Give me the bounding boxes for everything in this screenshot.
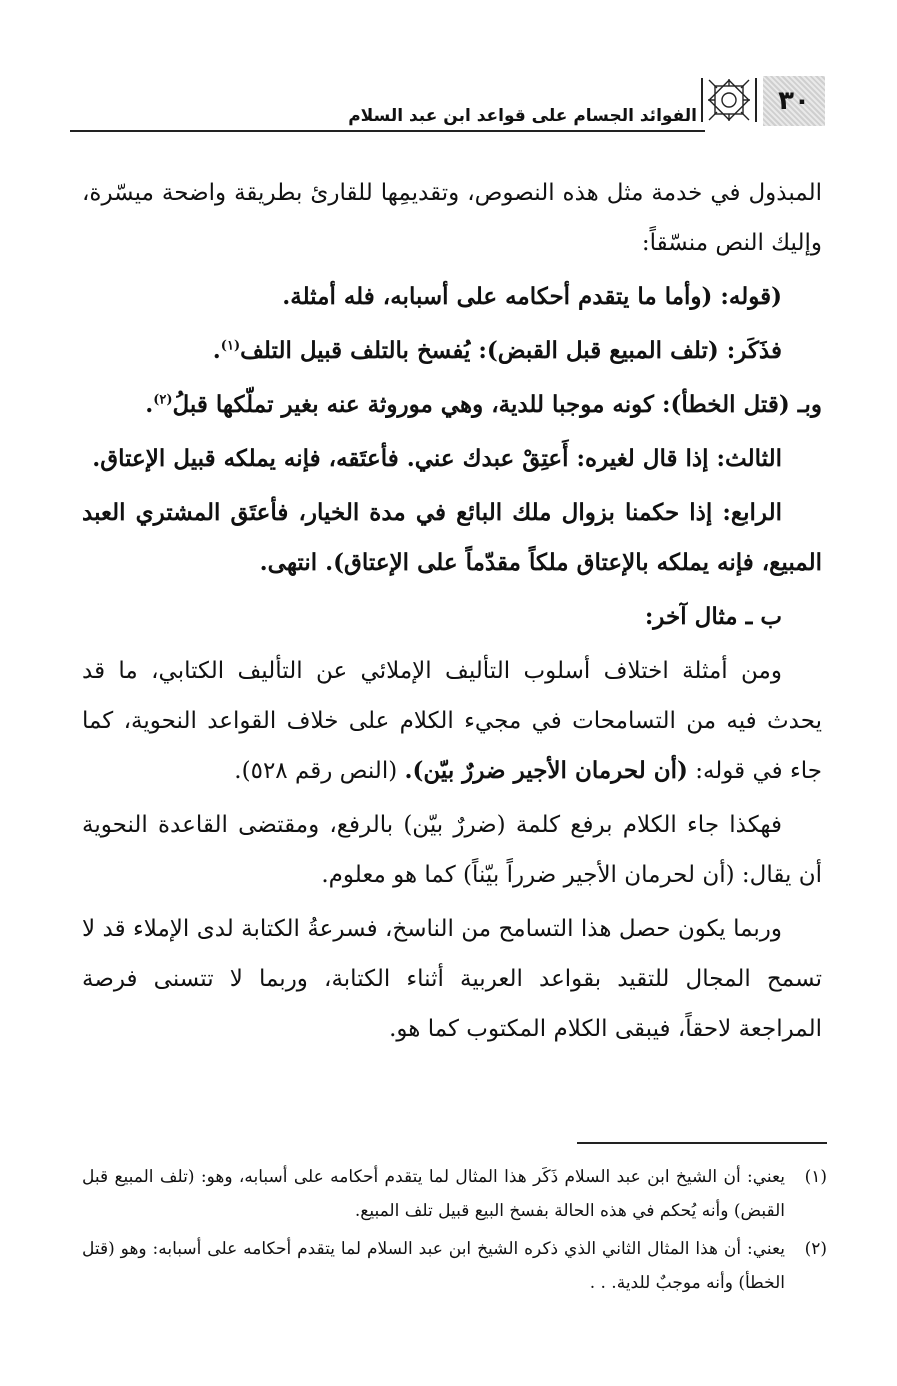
footnote-mark: (٢)	[804, 1239, 827, 1259]
text-reference: (النص رقم ٥٢٨).	[234, 758, 398, 784]
footnote-ref[interactable]: (١)	[220, 338, 241, 354]
footnote-mark: (١)	[804, 1167, 827, 1187]
quoted-line	[82, 380, 822, 430]
page-header	[70, 70, 825, 134]
footnote-separator	[577, 1142, 827, 1144]
quoted-text: فذَكَر: (تلف المبيع قبل القبض): يُفسخ بالتلف قبيل التلف	[240, 337, 782, 364]
quoted-line: الثالث: إذا قال لغيره: أَعتِقْ عبدك عني. فأعتَقه، فإنه يملكه قبيل الإعتاق.	[92, 445, 782, 472]
quoted-line: (قوله: (وأما ما يتقدم أحكامه على أسبابه، فله أمثلة.	[282, 283, 782, 310]
footnote	[82, 1232, 827, 1300]
quoted-line: الرابع: إذا حكمنا بزوال ملك البائع في مدة الخيار، فأعتَق المشتري العبد المبيع، فإنه يملكه بالإعتاق ملكاً مقدّماً على الإعتاق). انتهى.	[82, 499, 822, 576]
header-rule	[70, 130, 705, 132]
footnote-text: يعني: أن هذا المثال الثاني الذي ذكره الشيخ ابن عبد السلام لما يتقدم أحكامه على أسبابه: وهو (قتل الخطأ) وأنه موجبٌ للدية. . .	[82, 1239, 785, 1293]
punctuation: .	[212, 337, 221, 364]
main-text	[82, 168, 822, 1058]
paragraph: المبذول في خدمة مثل هذه النصوص، وتقديمِها للقارئ بطريقة واضحة ميسّرة، وإليك النص منسّقاً:	[82, 180, 822, 256]
paragraph-text: ومن أمثلة اختلاف أسلوب التأليف الإملائي عن التأليف الكتابي، ما قد يحدث فيه من التسامحات في مجيء الكلام على خلاف القواعد النحوية، كما جاء في قوله:	[82, 658, 822, 784]
paragraph: فهكذا جاء الكلام برفع كلمة (ضررٌ بيّن) بالرفع، ومقتضى القاعدة النحوية أن يقال: (أن لحرمان الأجير ضرراً بيّناً) كما هو معلوم.	[82, 812, 822, 888]
footnote	[82, 1160, 827, 1228]
punctuation: .	[145, 391, 154, 418]
quoted-text: وبـ (قتل الخطأ): كونه موجبا للدية، وهي موروثة عنه بغير تملّكها قبلُ	[172, 391, 822, 418]
footnotes	[82, 1160, 827, 1304]
paragraph: وربما يكون حصل هذا التسامح من الناسخ، فسرعةُ الكتابة لدى الإملاء قد لا تسمح المجال للتقيد بقواعد العربية أثناء الكتابة، وربما لا تتسنى فرصة المراجعة لاحقاً، فيبقى الكلام المكتوب كما هو.	[82, 916, 822, 1042]
page-number-box	[763, 76, 825, 126]
quoted-text: (أن لحرمان الأجير ضررٌ بيّن).	[404, 757, 688, 784]
section-subheading: ب ـ مثال آخر:	[644, 603, 782, 630]
footnote-ref[interactable]: (٢)	[153, 392, 173, 408]
quoted-line	[82, 326, 822, 376]
geometric-ornament-icon	[701, 78, 757, 122]
paragraph	[82, 646, 822, 796]
footnote-text: يعني: أن الشيخ ابن عبد السلام ذَكَر هذا المثال لما يتقدم أحكامه على أسبابه، وهو: (تلف المبيع قبل القبض) وأنه يُحكم في هذه الحالة بفسخ البيع قبيل تلف المبيع.	[82, 1167, 785, 1221]
running-title: الفوائد الجسام على قواعد ابن عبد السلام	[348, 106, 697, 126]
page-number: ٣٠	[778, 86, 810, 116]
